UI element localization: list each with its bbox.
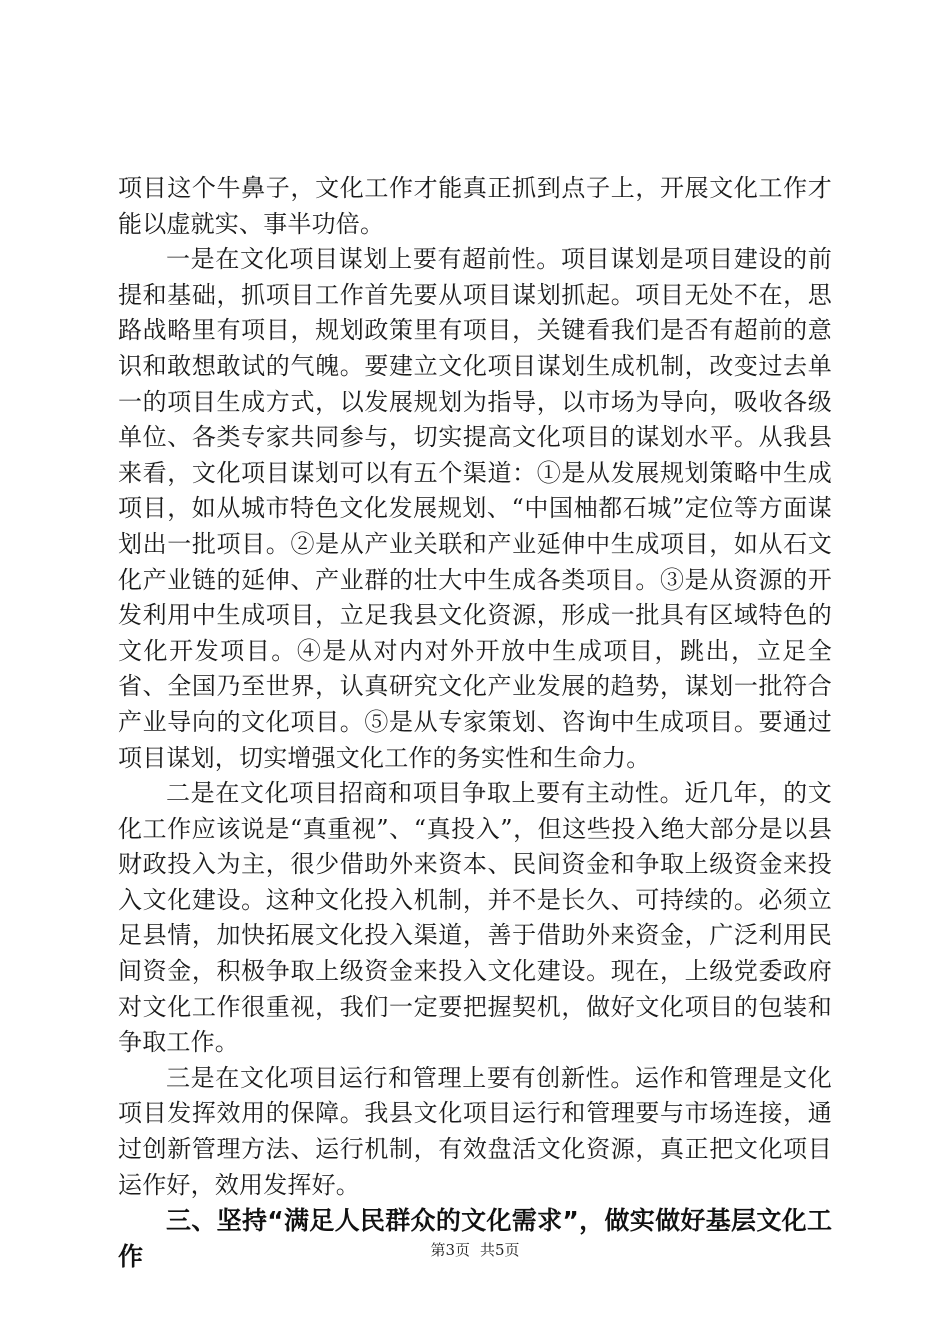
paragraph-project-planning: 一是在文化项目谋划上要有超前性。项目谋划是项目建设的前提和基础，抓项目工作首先要从项目谋划抓起。项目无处不在，思路战略里有项目，规划政策里有项目，关键看我们是否有超前的意识和敢想敢试的气魄。要建立文化项目谋划生成机制，改变过去单一的项目生成方式，以发展规划为指导，以市场为导向，吸收各级单位、各类专家共同参与，切实提高文化项目的谋划水平。从我县来看，文化项目谋划可以有五个渠道：①是从发展规划策略中生成项目，如从城市特色文化发展规划、“中国柚都石城”定位等方面谋划出一批项目。②是从产业关联和产业延伸中生成项目，如从石文化产业链的延伸、产业群的壮大中生成各类项目。③是从资源的开发利用中生成项目，立足我县文化资源，形成一批具有区域特色的文化开发项目。④是从对内对外开放中生成项目，跳出，立足全省、全国乃至世界，认真研究文化产业发展的趋势，谋划一批符合产业导向的文化项目。⑤是从专家策划、咨询中生成项目。要通过项目谋划，切实增强文化工作的务实性和生命力。 (118, 245, 832, 772)
paragraph-operation-management: 三是在文化项目运行和管理上要有创新性。运作和管理是文化项目发挥效用的保障。我县文化项目运行和管理要与市场连接，通过创新管理方法、运行机制，有效盘活文化资源，真正把文化项目运作好，效用发挥好。 (118, 1063, 832, 1199)
page-footer (0, 1240, 950, 1260)
paragraph-investment-attraction: 二是在文化项目招商和项目争取上要有主动性。近几年，的文化工作应该说是“真重视”、“真投入”，但这些投入绝大部分是以县财政投入为主，很少借助外来资本、民间资金和争取上级资金来投入文化建设。这种文化投入机制，并不是长久、可持续的。必须立足县情，加快拓展文化投入渠道，善于借助外来资金，广泛利用民间资金，积极争取上级资金来投入文化建设。现在，上级党委政府对文化工作很重视，我们一定要把握契机，做好文化项目的包装和争取工作。 (118, 779, 832, 1057)
section-heading: 三、坚持“满足人民群众的文化需求”，做实做好基层文化工作 (118, 1206, 832, 1271)
page-number-total: 共5页 (480, 1241, 520, 1259)
document-body (118, 171, 832, 1274)
paragraph-continuation: 项目这个牛鼻子，文化工作才能真正抓到点子上，开展文化工作才能以虚就实、事半功倍。 (118, 174, 832, 238)
page-number-current: 第3页 (430, 1241, 470, 1259)
